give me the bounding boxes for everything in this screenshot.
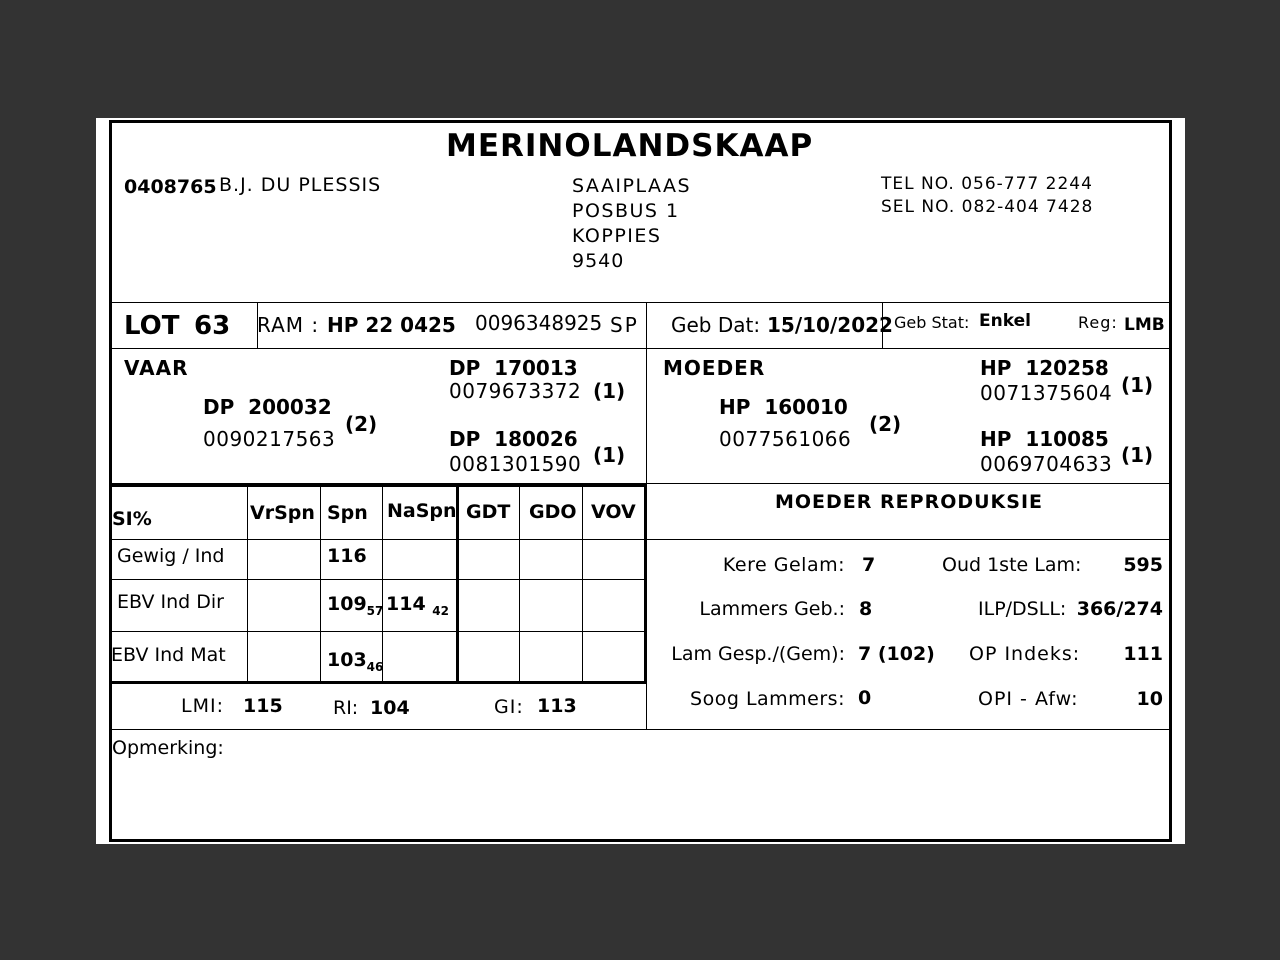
row-label: EBV Ind Dir: [117, 591, 224, 613]
table-header: VrSpn: [250, 502, 315, 524]
lot-label: LOT: [124, 311, 180, 341]
kere-gelam-label: Kere Gelam:: [722, 554, 845, 576]
ilp-label: ILP/DSLL:: [978, 598, 1067, 620]
naspn-sub: 42: [432, 604, 449, 618]
table-header: NaSpn: [387, 500, 457, 522]
naspn-value-main: 114: [386, 593, 426, 615]
tel-number: TEL NO. 056-777 2244: [881, 174, 1093, 194]
birth-date: 15/10/2022: [767, 313, 893, 337]
table-line: [111, 631, 647, 632]
soog-label: Soog Lammers:: [690, 688, 845, 710]
soog-value: 0: [858, 687, 872, 709]
lmi-value: 115: [243, 695, 283, 717]
sire-sire-number: 0079673372: [449, 379, 582, 403]
sire-label: VAAR: [124, 356, 189, 380]
table-border: [644, 484, 647, 684]
dam-label: MOEDER: [663, 356, 766, 380]
owner-name: B.J. DU PLESSIS: [219, 174, 382, 196]
table-header: VOV: [591, 501, 636, 523]
birth-status-label: Geb Stat:: [894, 313, 970, 332]
birth-date-label: Geb Dat:: [671, 313, 761, 337]
gi-label: GI:: [494, 696, 524, 718]
table-line: [111, 579, 647, 580]
op-value: 111: [1123, 643, 1163, 665]
reg-label: Reg:: [1078, 313, 1118, 332]
opi-label: OPI - Afw:: [978, 688, 1079, 710]
dam-sire-count: (1): [1121, 373, 1154, 397]
spn-value: [327, 593, 384, 618]
table-line: [519, 486, 520, 682]
dam-dam-number: 0069704633: [980, 452, 1113, 476]
table-header: GDO: [529, 501, 577, 523]
spn-sub: 57: [366, 604, 384, 618]
cell-number: SEL NO. 082-404 7428: [881, 197, 1094, 217]
reg-value: LMB: [1124, 315, 1165, 335]
dam-count: (2): [869, 412, 902, 436]
lammers-geb-value: 8: [859, 598, 873, 620]
lammers-geb-label: Lammers Geb.:: [699, 598, 845, 620]
dam-dam-count: (1): [1121, 443, 1154, 467]
lmi-label: LMI:: [181, 695, 224, 717]
page-title: MERINOLANDSKAAP: [446, 128, 814, 164]
sire-sire-count: (1): [593, 379, 626, 403]
spn-value-main: 109: [327, 593, 367, 615]
address-line-4: 9540: [572, 250, 625, 272]
dam-number: 0077561066: [719, 427, 852, 451]
sire-sire-id: DP 170013: [449, 356, 578, 380]
ram-reg-number: 0096348925: [475, 311, 603, 335]
sire-dam-count: (1): [593, 443, 626, 467]
lam-gesp-value: 7 (102): [858, 643, 935, 665]
birth-status: Enkel: [979, 311, 1031, 331]
address-line-1: SAAIPLAAS: [572, 175, 692, 197]
dam-dam-id: HP 110085: [980, 427, 1109, 451]
divider: [111, 348, 1170, 349]
row-label: EBV Ind Mat: [111, 644, 226, 666]
naspn-value: [386, 593, 449, 618]
ri-value: 104: [370, 697, 410, 719]
sire-dam-id: DP 180026: [449, 427, 578, 451]
gi-value: 113: [537, 695, 577, 717]
owner-id: 0408765: [124, 176, 217, 198]
spn-value: [327, 649, 384, 674]
table-line: [582, 486, 583, 682]
opi-value: 10: [1136, 688, 1163, 710]
sire-count: (2): [345, 412, 378, 436]
remarks-label: Opmerking:: [112, 737, 224, 759]
ri-label: RI:: [333, 697, 359, 719]
divider: [111, 302, 1170, 303]
ram-label: RAM :: [257, 313, 320, 337]
table-header: SI%: [112, 508, 152, 530]
ram-id: HP 22 0425: [327, 313, 456, 337]
dam-sire-number: 0071375604: [980, 381, 1113, 405]
divider: [647, 539, 1170, 540]
ilp-value: 366/274: [1076, 598, 1163, 620]
address-line-3: KOPPIES: [572, 225, 662, 247]
table-border: [111, 681, 647, 684]
table-border: [111, 484, 647, 487]
sire-number: 0090217563: [203, 427, 336, 451]
spn-value: 116: [327, 545, 367, 567]
op-label: OP Indeks:: [969, 643, 1081, 665]
oud-value: 595: [1123, 554, 1163, 576]
spn-value-main: 103: [327, 649, 367, 671]
spn-sub: 46: [366, 660, 384, 674]
dam-id: HP 160010: [719, 395, 848, 419]
oud-label: Oud 1ste Lam:: [942, 554, 1082, 576]
table-line: [111, 539, 647, 540]
address-line-2: POSBUS 1: [572, 200, 680, 222]
row-label: Gewig / Ind: [117, 545, 225, 567]
table-line: [320, 486, 321, 682]
kere-gelam-value: 7: [862, 554, 876, 576]
table-header: Spn: [327, 502, 368, 524]
ram-sp: SP: [610, 313, 639, 337]
divider: [111, 729, 1170, 730]
table-line: [247, 486, 248, 682]
sire-id: DP 200032: [203, 395, 332, 419]
lam-gesp-label: Lam Gesp./(Gem):: [671, 643, 845, 665]
lot-number: 63: [194, 311, 231, 341]
reproduction-title: MOEDER REPRODUKSIE: [775, 491, 1044, 513]
dam-sire-id: HP 120258: [980, 356, 1109, 380]
sire-dam-number: 0081301590: [449, 452, 582, 476]
table-header: GDT: [466, 501, 511, 523]
